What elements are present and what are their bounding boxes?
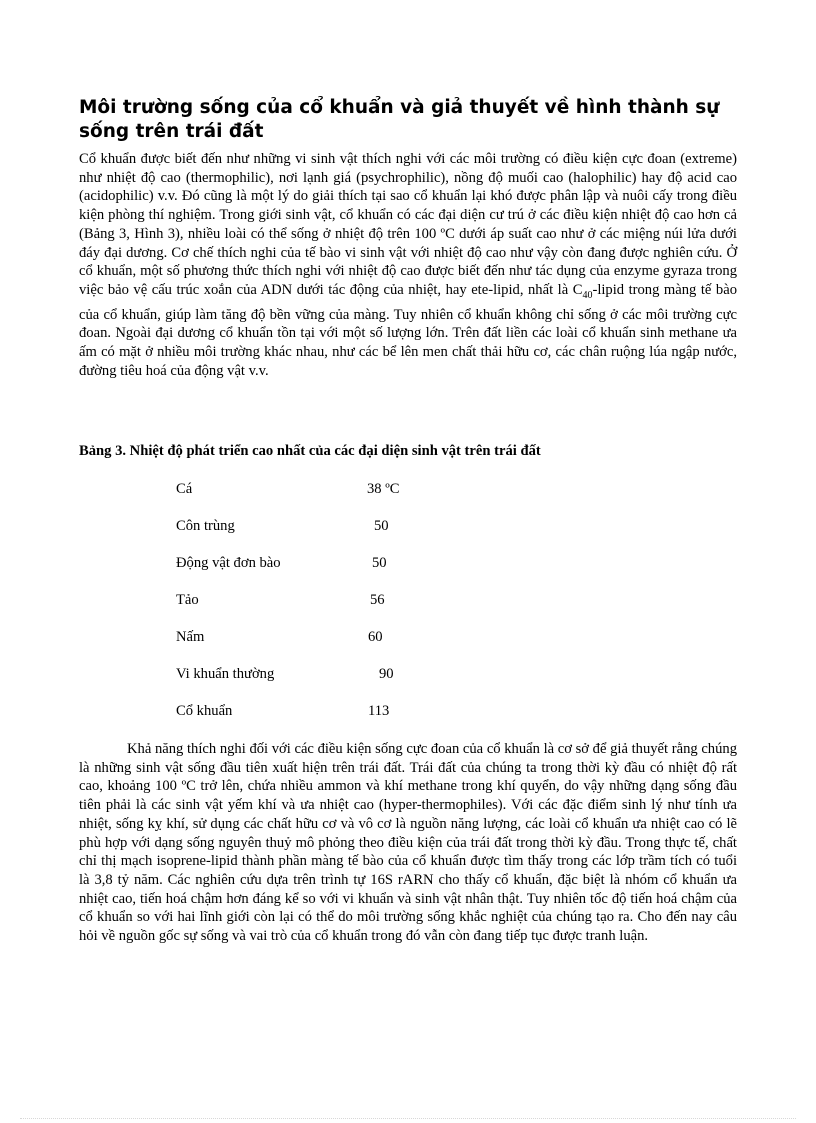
organism-name: Vi khuẩn thường <box>176 666 275 682</box>
paragraph-habitat-text-a: Cổ khuẩn được biết đến như những vi sinh vật thích nghi với các môi trường có điều kiện cực đoan (extreme) như nhiệt độ cao (thermophilic), nơi lạnh giá (psychrophilic), nồng độ muối cao (halophilic) hay độ acid cao (acidophilic) v.v. Đó cũng là một lý do giải thích tại sao cổ khuẩn lại khó được phân lập và nuôi cấy trong điều kiện phòng thí nghiệm. Trong giới sinh vật, cổ khuẩn có các đại diện cư trú ở các điều kiện nhiệt độ cao hơn cả (Bảng 3, Hình 3), nhiều loài có thể sống ở nhiệt độ trên 100 ºC dưới áp suất cao như ở các miệng núi lửa dưới đáy đại dương. Cơ chế thích nghi của tế bào vi sinh vật với nhiệt độ cao như vậy còn đang được nghiên cứu. Ở cổ khuẩn, một số phương thức thích nghi với nhiệt độ cao được biết đến như tác dụng của enzyme gyraza trong việc bảo vệ cấu trúc xoắn của ADN dưới tác động của nhiệt, hay ete-lipid, nhất là C <box>79 151 737 298</box>
organism-name: Tảo <box>176 592 199 608</box>
table-row <box>176 555 476 575</box>
paragraph-habitat-text-b: -lipid trong màng tế bào của cổ khuẩn, giúp làm tăng độ bền vững của màng. Tuy nhiên cổ khuẩn không chỉ sống ở các môi trường cực đoan. Ngoài đại dương cổ khuẩn tồn tại với một số lượng lớn. Trên đất liền các loài cổ khuẩn sinh methane ưa ấm có mặt ở nhiều môi trường khác nhau, như các bể lên men chất thải hữu cơ, các chân ruộng lúa ngập nước, đường tiêu hoá của động vật v.v. <box>79 281 738 379</box>
table-row <box>176 703 476 723</box>
max-temperature: 50 <box>372 555 387 571</box>
table-row <box>176 629 476 649</box>
max-temperature: 60 <box>368 629 383 645</box>
table-caption: Bảng 3. Nhiệt độ phát triển cao nhất của các đại diện sinh vật trên trái đất <box>79 443 541 459</box>
section-heading: Môi trường sống của cổ khuẩn và giả thuyết về hình thành sự sống trên trái đất <box>79 97 720 142</box>
table-row <box>176 666 476 686</box>
organism-name: Cá <box>176 481 193 497</box>
max-temperature: 56 <box>370 592 385 608</box>
page-bottom-divider <box>20 1118 796 1119</box>
organism-name: Cổ khuẩn <box>176 703 233 719</box>
table-row <box>176 592 476 612</box>
paragraph-hypothesis: Khả năng thích nghi đối với các điều kiện sống cực đoan của cổ khuẩn là cơ sở để giả thuyết rằng chúng là những sinh vật sống đầu tiên xuất hiện trên trái đất. Trái đất của chúng ta trong thời kỳ đầu có nhiệt độ rất cao, khoảng 100 ºC trở lên, chứa nhiều ammon và khí methane trong khí quyển, do vậy những dạng sống đầu tiên phải là các sinh vật yếm khí và ưa nhiệt cao (hyper-thermophiles). Với các đặc điểm sinh lý như tính ưa nhiệt, sống kỵ khí, sử dụng các chất hữu cơ và vô cơ là nguồn năng lượng, các loài cổ khuẩn ưa nhiệt cao có lẽ phù hợp với dạng sống nguyên thuỷ mô phỏng theo điều kiện của trái đất trong thời kỳ đầu. Trong thực tế, chất chỉ thị mạch isoprene-lipid thành phần màng tế bào của cổ khuẩn được tìm thấy trong các lớp trầm tích có tuổi là 3,8 tỷ năm. Các nghiên cứu dựa trên trình tự 16S rARN cho thấy cổ khuẩn, đặc biệt là nhóm cổ khuẩn ưa nhiệt cao, tiến hoá chậm hơn đáng kể so với vi khuẩn và sinh vật nhân thật. Tuy nhiên tốc độ tiến hoá chậm của cổ khuẩn so với hai lĩnh giới còn lại có thể do môi trường sống khắc nghiệt của chúng tạo ra. Cho đến nay câu hỏi về nguồn gốc sự sống và vai trò của cổ khuẩn trong đó vẫn còn đang tiếp tục được tranh luận. <box>79 741 737 945</box>
organism-name: Động vật đơn bào <box>176 555 281 571</box>
max-temperature: 50 <box>374 518 389 534</box>
table-row <box>176 481 476 501</box>
organism-name: Côn trùng <box>176 518 235 534</box>
max-temperature: 113 <box>368 703 390 719</box>
lipid-subscript: 40 <box>582 289 593 301</box>
table-row <box>176 518 476 538</box>
paragraph-habitat <box>79 150 737 380</box>
max-temperature: 90 <box>379 666 394 682</box>
organism-name: Nấm <box>176 629 205 645</box>
max-temperature: 38 ºC <box>367 481 400 497</box>
